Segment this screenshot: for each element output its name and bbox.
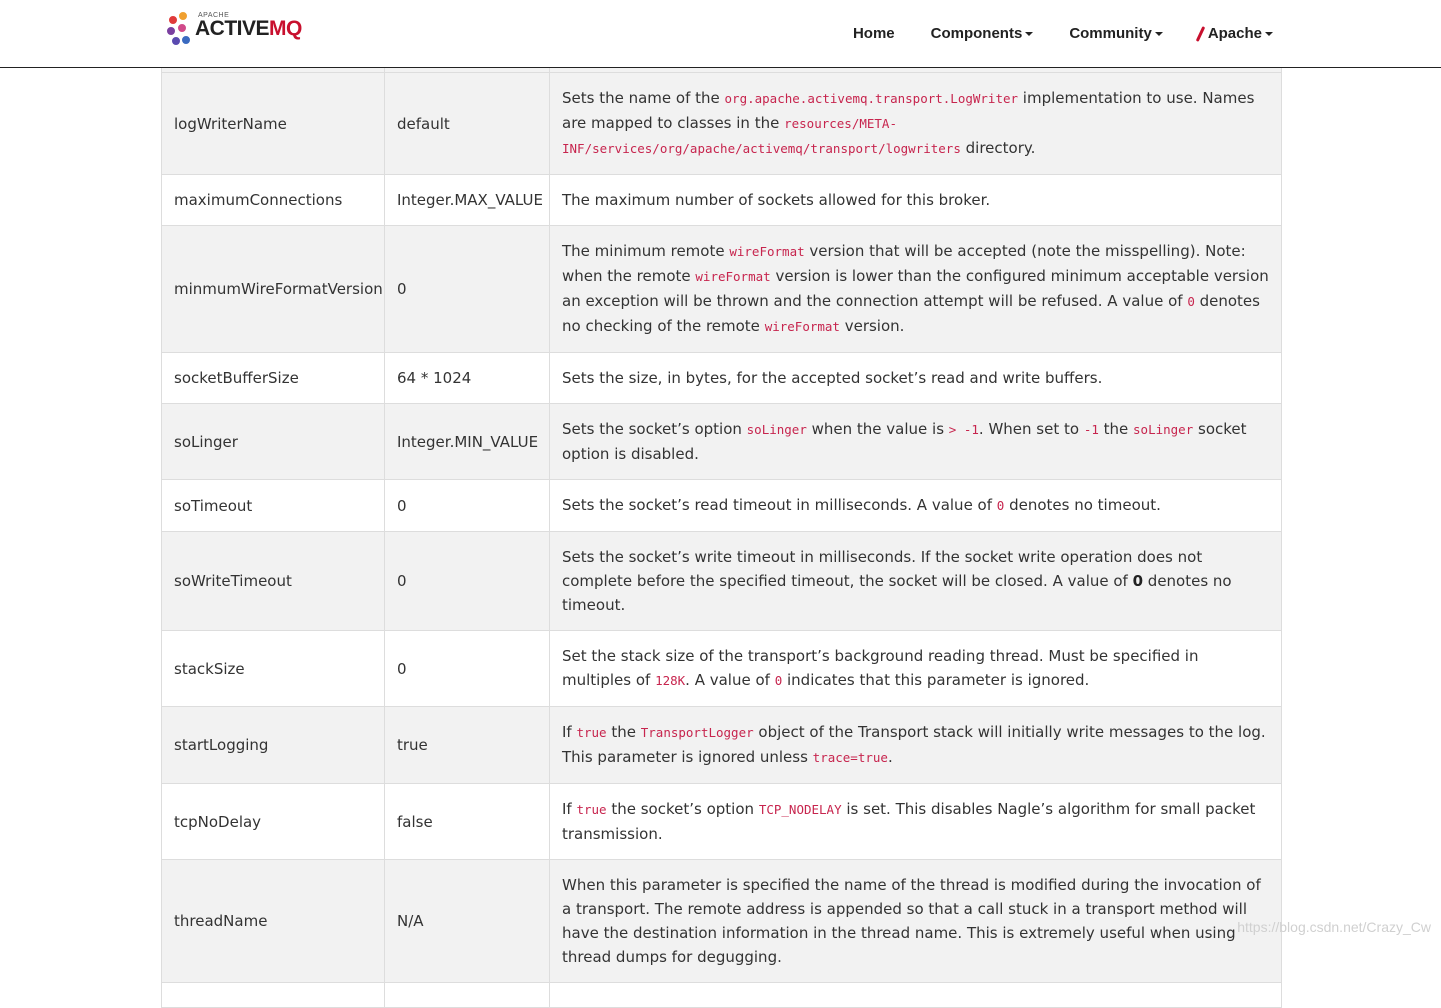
desc-text: is set. This disables Nagle’s algorithm for small packet transmission. [562, 800, 1256, 843]
option-default: 64 * 1024 [385, 353, 550, 404]
inline-code: > -1 [948, 422, 979, 437]
option-description [550, 404, 1282, 480]
caret-down-icon [1265, 32, 1273, 36]
option-description [550, 532, 1282, 631]
desc-text: the [1098, 420, 1134, 438]
inline-code: 128K [655, 673, 686, 688]
top-navbar [0, 0, 1441, 68]
desc-text: Sets the socket’s write timeout in milliseconds. If the socket write operation does not complete before the specified timeout, the socket will be closed. A value of [562, 548, 1203, 590]
main-nav [817, 0, 1273, 67]
desc-text: denotes no timeout. [1004, 496, 1161, 514]
desc-text: socket option is disabled. [562, 420, 1247, 463]
caret-down-icon [1155, 32, 1163, 36]
desc-text: The maximum number of sockets allowed for this broker. [562, 191, 991, 209]
option-name: soTimeout [162, 480, 385, 532]
option-default: 0 [385, 631, 550, 707]
inline-code: org.apache.activemq.transport.LogWriter [724, 91, 1019, 106]
nav-apache[interactable]: Apache [1199, 25, 1273, 42]
caret-down-icon [1025, 32, 1033, 36]
inline-code: TransportLogger [640, 725, 754, 740]
nav-home[interactable]: Home [852, 25, 895, 42]
table-row [162, 175, 1282, 226]
option-description [550, 784, 1282, 860]
table-row [162, 784, 1282, 860]
desc-text: indicates that this parameter is ignored. [782, 671, 1090, 689]
apache-feather-icon [1196, 26, 1205, 42]
option-default: 0 [385, 532, 550, 631]
desc-text: When this parameter is specified the name of the thread is modified during the invocation of a transport. The remote address is appended so that a call stuck in a transport method will have the destination information in the thread name. This is extremely useful when using thread dumps for degugging. [562, 876, 1261, 966]
desc-text: . A value of [685, 671, 775, 689]
inline-code: wireFormat [695, 269, 771, 284]
option-description [550, 707, 1282, 784]
desc-text: Sets the name of the [562, 89, 725, 107]
logo-wordmark: ACTIVEMQ [195, 17, 302, 40]
table-row [162, 480, 1282, 532]
option-default: false [385, 784, 550, 860]
option-name: soWriteTimeout [162, 532, 385, 631]
desc-text: Sets the size, in bytes, for the accepted socket’s read and write buffers. [562, 369, 1103, 387]
desc-text: implementation to use. Names are mapped to classes in the [562, 89, 1255, 132]
desc-text: If [562, 723, 577, 741]
desc-text: object of the Transport stack will initially write messages to the log. This parameter is ignored unless [562, 723, 1266, 766]
desc-text: the [606, 723, 641, 741]
option-description [550, 175, 1282, 226]
option-default: Integer.MIN_VALUE [385, 404, 550, 480]
logo-apache-text: APACHE [198, 12, 230, 19]
options-table-container [161, 67, 1281, 1008]
option-name: logWriterName [162, 73, 385, 175]
table-row [162, 73, 1282, 175]
desc-text: The minimum remote [562, 242, 730, 260]
desc-text: denotes no checking of the remote [562, 292, 1260, 335]
option-description [550, 860, 1282, 983]
desc-text: denotes no timeout. [562, 572, 1232, 614]
desc-text: Set the stack size of the transport’s background reading thread. Must be specified in multiples of [562, 647, 1199, 689]
inline-code: 0 [996, 498, 1005, 513]
desc-text: version is lower than the configured minimum acceptable version an exception will be thrown and the connection attempt will be refused. A value of [562, 267, 1269, 310]
inline-code: wireFormat [729, 244, 805, 259]
desc-text: If [562, 800, 577, 818]
option-name: startLogging [162, 707, 385, 784]
option-name: stackSize [162, 631, 385, 707]
option-name: minmumWireFormatVersion [162, 226, 385, 353]
option-description [550, 73, 1282, 175]
inline-code: true [576, 802, 607, 817]
nav-components[interactable]: Components [931, 25, 1034, 42]
option-description [550, 353, 1282, 404]
inline-code: -1 [1083, 422, 1099, 437]
inline-code: true [576, 725, 607, 740]
desc-text: when the value is [806, 420, 949, 438]
inline-code: 0 [1187, 294, 1195, 309]
option-default: Integer.MAX_VALUE [385, 175, 550, 226]
desc-text: . [887, 748, 893, 766]
desc-text: version that will be accepted (note the misspelling). Note: when the remote [562, 242, 1246, 285]
desc-text: the socket’s option [606, 800, 759, 818]
table-row [162, 226, 1282, 353]
inline-code: soLinger [1133, 422, 1194, 437]
desc-text: Sets the socket’s read timeout in milliseconds. A value of [562, 496, 997, 514]
inline-code: resources/META-INF/services/org/apache/activemq/transport/logwriters [562, 116, 961, 156]
inline-code: soLinger [746, 422, 807, 437]
table-row [162, 860, 1282, 983]
option-name: soLinger [162, 404, 385, 480]
option-default: default [385, 73, 550, 175]
option-name: socketBufferSize [162, 353, 385, 404]
table-row [162, 353, 1282, 404]
bold-text: 0 [1132, 572, 1144, 590]
option-description [550, 631, 1282, 707]
table-row-partial [162, 983, 1282, 1008]
table-row [162, 532, 1282, 631]
option-name: threadName [162, 860, 385, 983]
option-description [550, 480, 1282, 532]
inline-code: wireFormat [764, 319, 840, 334]
activemq-logo[interactable] [165, 10, 305, 50]
option-default: true [385, 707, 550, 784]
table-row [162, 631, 1282, 707]
desc-text: Sets the socket’s option [562, 420, 747, 438]
desc-text: version. [839, 317, 905, 335]
transport-options-table [161, 67, 1282, 1008]
option-description [550, 226, 1282, 353]
table-row [162, 707, 1282, 784]
inline-code: trace=true [812, 750, 888, 765]
option-default: N/A [385, 860, 550, 983]
inline-code: TCP_NODELAY [758, 802, 842, 817]
option-default: 0 [385, 480, 550, 532]
inline-code: 0 [774, 673, 783, 688]
desc-text: . When set to [978, 420, 1084, 438]
logo-gems-icon [165, 10, 195, 50]
option-default: 0 [385, 226, 550, 353]
table-row [162, 404, 1282, 480]
option-name: maximumConnections [162, 175, 385, 226]
nav-community[interactable]: Community [1069, 25, 1163, 42]
watermark: https://blog.csdn.net/Crazy_Cw [1237, 919, 1431, 935]
desc-text: directory. [960, 139, 1036, 157]
option-name: tcpNoDelay [162, 784, 385, 860]
